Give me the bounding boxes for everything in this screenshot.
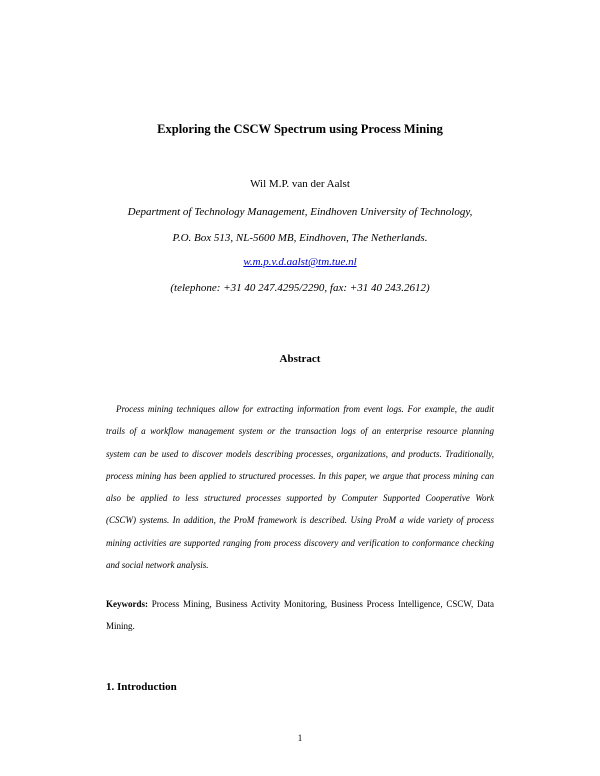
abstract-line: mining activities are supported ranging from process discovery and verification to conformance checking bbox=[106, 537, 494, 548]
abstract-heading: Abstract bbox=[279, 353, 321, 365]
section-heading-introduction: 1. Introduction bbox=[106, 681, 177, 693]
paper-title: Exploring the CSCW Spectrum using Process Mining bbox=[157, 122, 443, 136]
keywords-line-2: Mining. bbox=[106, 621, 135, 631]
keywords-label: Keywords: bbox=[106, 599, 148, 609]
abstract-line: system can be used to discover models describing processes, organizations, and products. Traditionally, bbox=[106, 448, 494, 459]
keywords-list: Process Mining, Business Activity Monitoring, Business Process Intelligence, CSCW, Data bbox=[151, 599, 494, 609]
abstract-line: (CSCW) systems. In addition, the ProM framework is described. Using ProM a wide variety of process bbox=[106, 515, 494, 526]
abstract-body bbox=[106, 398, 494, 576]
email-row bbox=[0, 256, 600, 268]
abstract-line: and social network analysis. bbox=[106, 560, 209, 571]
keywords-block bbox=[106, 593, 494, 637]
abstract-line: Process mining techniques allow for extracting information from event logs. For example, the audit bbox=[116, 404, 494, 414]
email-link[interactable]: w.m.p.v.d.aalst@tm.tue.nl bbox=[243, 256, 357, 268]
abstract-line: also be applied to less structured processes supported by Computer Supported Cooperative Work bbox=[106, 493, 494, 504]
abstract-line: trails of a workflow management system or the transaction logs of an enterprise resource planning bbox=[106, 426, 494, 437]
keywords-line-1 bbox=[106, 593, 494, 615]
author-name: Wil M.P. van der Aalst bbox=[250, 178, 350, 190]
affiliation-line-2: P.O. Box 513, NL-5600 MB, Eindhoven, The Netherlands. bbox=[172, 232, 428, 244]
abstract-line: process mining has been applied to structured processes. In this paper, we argue that process mining can bbox=[106, 470, 494, 481]
page-number: 1 bbox=[297, 733, 303, 743]
affiliation-line-1: Department of Technology Management, Eindhoven University of Technology, bbox=[127, 206, 473, 218]
contact-info: (telephone: +31 40 247.4295/2290, fax: +31 40 243.2612) bbox=[170, 282, 430, 294]
